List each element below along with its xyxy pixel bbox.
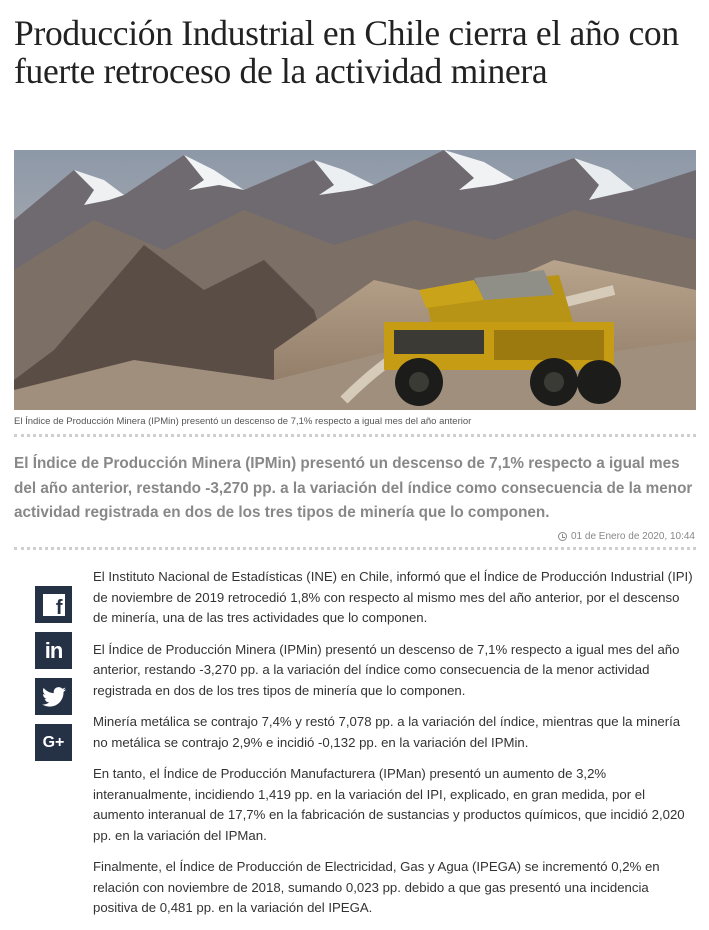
facebook-icon: f <box>43 594 65 616</box>
dotted-divider <box>14 547 696 550</box>
body-paragraph: El Índice de Producción Minera (IPMin) presentó un descenso de 7,1% respecto a igual mes del año anterior, restando -3,270 pp. a la variación del índice como consecuencia de la menor actividad registrada en dos de los tres tipos de minería que lo componen. <box>93 641 680 698</box>
body-paragraph: Minería metálica se contrajo 7,4% y restó 7,078 pp. a la variación del índice, mientras que la minería no metálica se contrajo 2,9% e incidió -0,132 pp. en la variación del IPMin. <box>93 714 681 750</box>
body-paragraph: En tanto, el Índice de Producción Manufacturera (IPMan) presentó un aumento de 3,2% interanualmente, incidiendo 1,419 pp. en la variación del IPI, explicado, en gran medida, por el aumento interanual de 17,7% en la fabricación de sustancias y productos químicos, que incidió 2,020 pp. en la variación del IPMan. <box>93 766 685 843</box>
body-paragraph: El Instituto Nacional de Estadísticas (INE) en Chile, informó que el Índice de Producción Industrial (IPI) de noviembre de 2019 retrocedió 1,8% con respecto al mismo mes del año anterior, por el descenso de minería, una de las tres actividades que lo componen. <box>93 569 693 625</box>
article-title: Producción Industrial en Chile cierra el año con fuerte retroceso de la actividad minera <box>14 13 679 91</box>
linkedin-icon: in <box>44 637 63 663</box>
article-body <box>93 567 696 930</box>
facebook-share-button[interactable] <box>35 586 72 623</box>
dotted-divider <box>14 434 696 437</box>
linkedin-share-button[interactable] <box>35 632 72 669</box>
google-plus-icon: G+ <box>42 733 65 751</box>
article-date <box>558 531 695 542</box>
body-paragraph: Finalmente, el Índice de Producción de Electricidad, Gas y Agua (IPEGA) se incrementó 0,2% en relación con noviembre de 2018, sumando 0,023 pp. debido a que gas presentó una incidencia positiva de 0,481 pp. en la variación del IPEGA. <box>93 859 660 915</box>
date-label: 01 de Enero de 2020, 10:44 <box>571 531 695 542</box>
twitter-share-button[interactable] <box>35 678 72 715</box>
twitter-icon <box>42 687 66 707</box>
article-image <box>14 150 696 410</box>
clock-icon <box>558 532 567 541</box>
image-caption: El Índice de Producción Minera (IPMin) presentó un descenso de 7,1% respecto a igual mes del año anterior <box>14 416 472 427</box>
article-lede: El Índice de Producción Minera (IPMin) presentó un descenso de 7,1% respecto a igual mes del año anterior, restando -3,270 pp. a la variación del índice como consecuencia de la menor actividad registrada en dos de los tres tipos de minería que lo componen. <box>14 455 693 521</box>
google-plus-share-button[interactable] <box>35 724 72 761</box>
